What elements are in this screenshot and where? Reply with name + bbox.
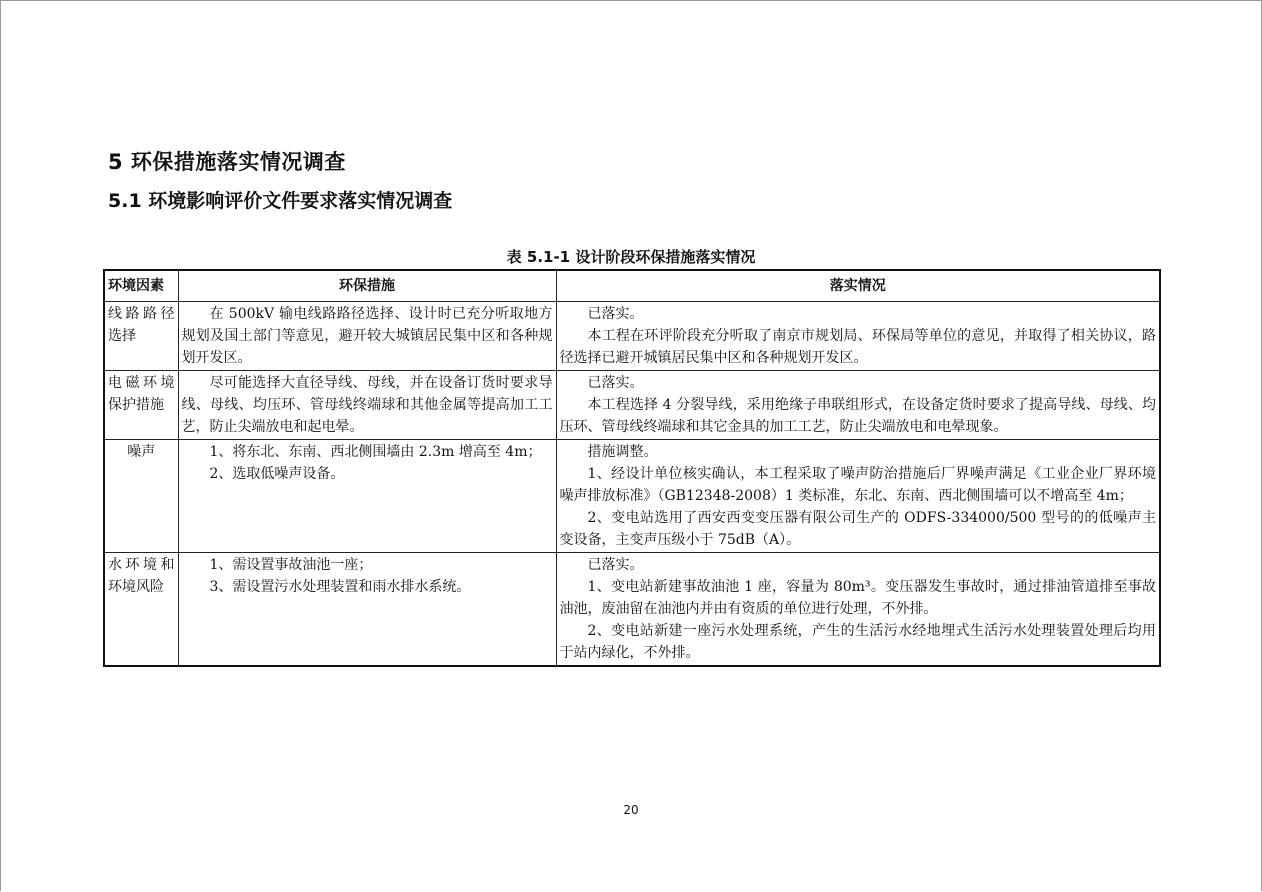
table-header-row — [104, 270, 1160, 302]
measures-cell — [178, 553, 556, 667]
implementation-text: 1、经设计单位核实确认，本工程采取了噪声防治措施后厂界噪声满足《工业企业厂界环境噪声排放标准》（GB12348-2008）1 类标准，东北、东南、西北侧围墙可以不增高至 4m； — [559, 466, 1156, 504]
implementation-text: 措施调整。 — [587, 444, 658, 460]
implementation-cell — [556, 553, 1160, 667]
measure-text: 3、需设置污水处理装置和雨水排水系统。 — [209, 579, 471, 595]
factor-cell: 线路路径选择 — [104, 302, 178, 371]
factor-cell: 噪声 — [104, 440, 178, 553]
implementation-text: 已落实。 — [587, 306, 644, 322]
implementation-text: 已落实。 — [587, 557, 644, 573]
implementation-text: 本工程选择 4 分裂导线，采用绝缘子串联组形式，在设备定货时要求了提高导线、母线、均压环、管母线终端球和其它金具的加工工艺，防止尖端放电和电晕现象。 — [559, 397, 1156, 435]
implementation-text: 2、变电站选用了西安西变变压器有限公司生产的 ODFS-334000/500 型号的的低噪声主变设备，主变声压级小于 75dB（A）。 — [559, 510, 1156, 548]
page-number: 20 — [623, 803, 639, 817]
implementation-cell — [556, 302, 1160, 371]
table-row — [104, 371, 1160, 440]
implementation-text: 1、变电站新建事故油池 1 座，容量为 80m³。变压器发生事故时，通过排油管道排至事故油池，废油留在油池内并由有资质的单位进行处理，不外排。 — [559, 579, 1156, 617]
header-factor: 环境因素 — [104, 270, 178, 302]
measure-text: 尽可能选择大直径导线、母线，并在设备订货时要求导线、母线、均压环、管母线终端球和其他金属等提高加工工艺，防止尖端放电和起电晕。 — [181, 375, 553, 435]
implementation-text: 已落实。 — [587, 375, 644, 391]
implementation-text: 本工程在环评阶段充分听取了南京市规划局、环保局等单位的意见，并取得了相关协议，路径选择已避开城镇居民集中区和各种规划开发区。 — [559, 328, 1156, 366]
factor-cell: 水环境和环境风险 — [104, 553, 178, 667]
header-measures: 环保措施 — [178, 270, 556, 302]
table-row — [104, 440, 1160, 553]
measure-text: 1、需设置事故油池一座； — [209, 557, 373, 573]
section-heading: 5 环保措施落实情况调查 — [108, 150, 346, 174]
measures-cell — [178, 302, 556, 371]
implementation-text: 2、变电站新建一座污水处理系统，产生的生活污水经地埋式生活污水处理装置处理后均用于站内绿化，不外排。 — [559, 623, 1156, 661]
factor-cell: 电磁环境保护措施 — [104, 371, 178, 440]
measure-text: 在 500kV 输电线路路径选择、设计时已充分听取地方规划及国土部门等意见，避开较大城镇居民集中区和各种规划开发区。 — [181, 306, 553, 366]
measures-cell — [178, 440, 556, 553]
implementation-cell — [556, 371, 1160, 440]
subsection-heading: 5.1 环境影响评价文件要求落实情况调查 — [108, 190, 453, 212]
measures-table — [103, 269, 1161, 667]
table-caption: 表 5.1-1 设计阶段环保措施落实情况 — [506, 248, 756, 266]
implementation-cell — [556, 440, 1160, 553]
table-row — [104, 553, 1160, 667]
header-implementation: 落实情况 — [556, 270, 1160, 302]
measure-text: 1、将东北、东南、西北侧围墙由 2.3m 增高至 4m； — [209, 444, 542, 460]
measures-cell — [178, 371, 556, 440]
table-row — [104, 302, 1160, 371]
measure-text: 2、选取低噪声设备。 — [209, 466, 345, 482]
